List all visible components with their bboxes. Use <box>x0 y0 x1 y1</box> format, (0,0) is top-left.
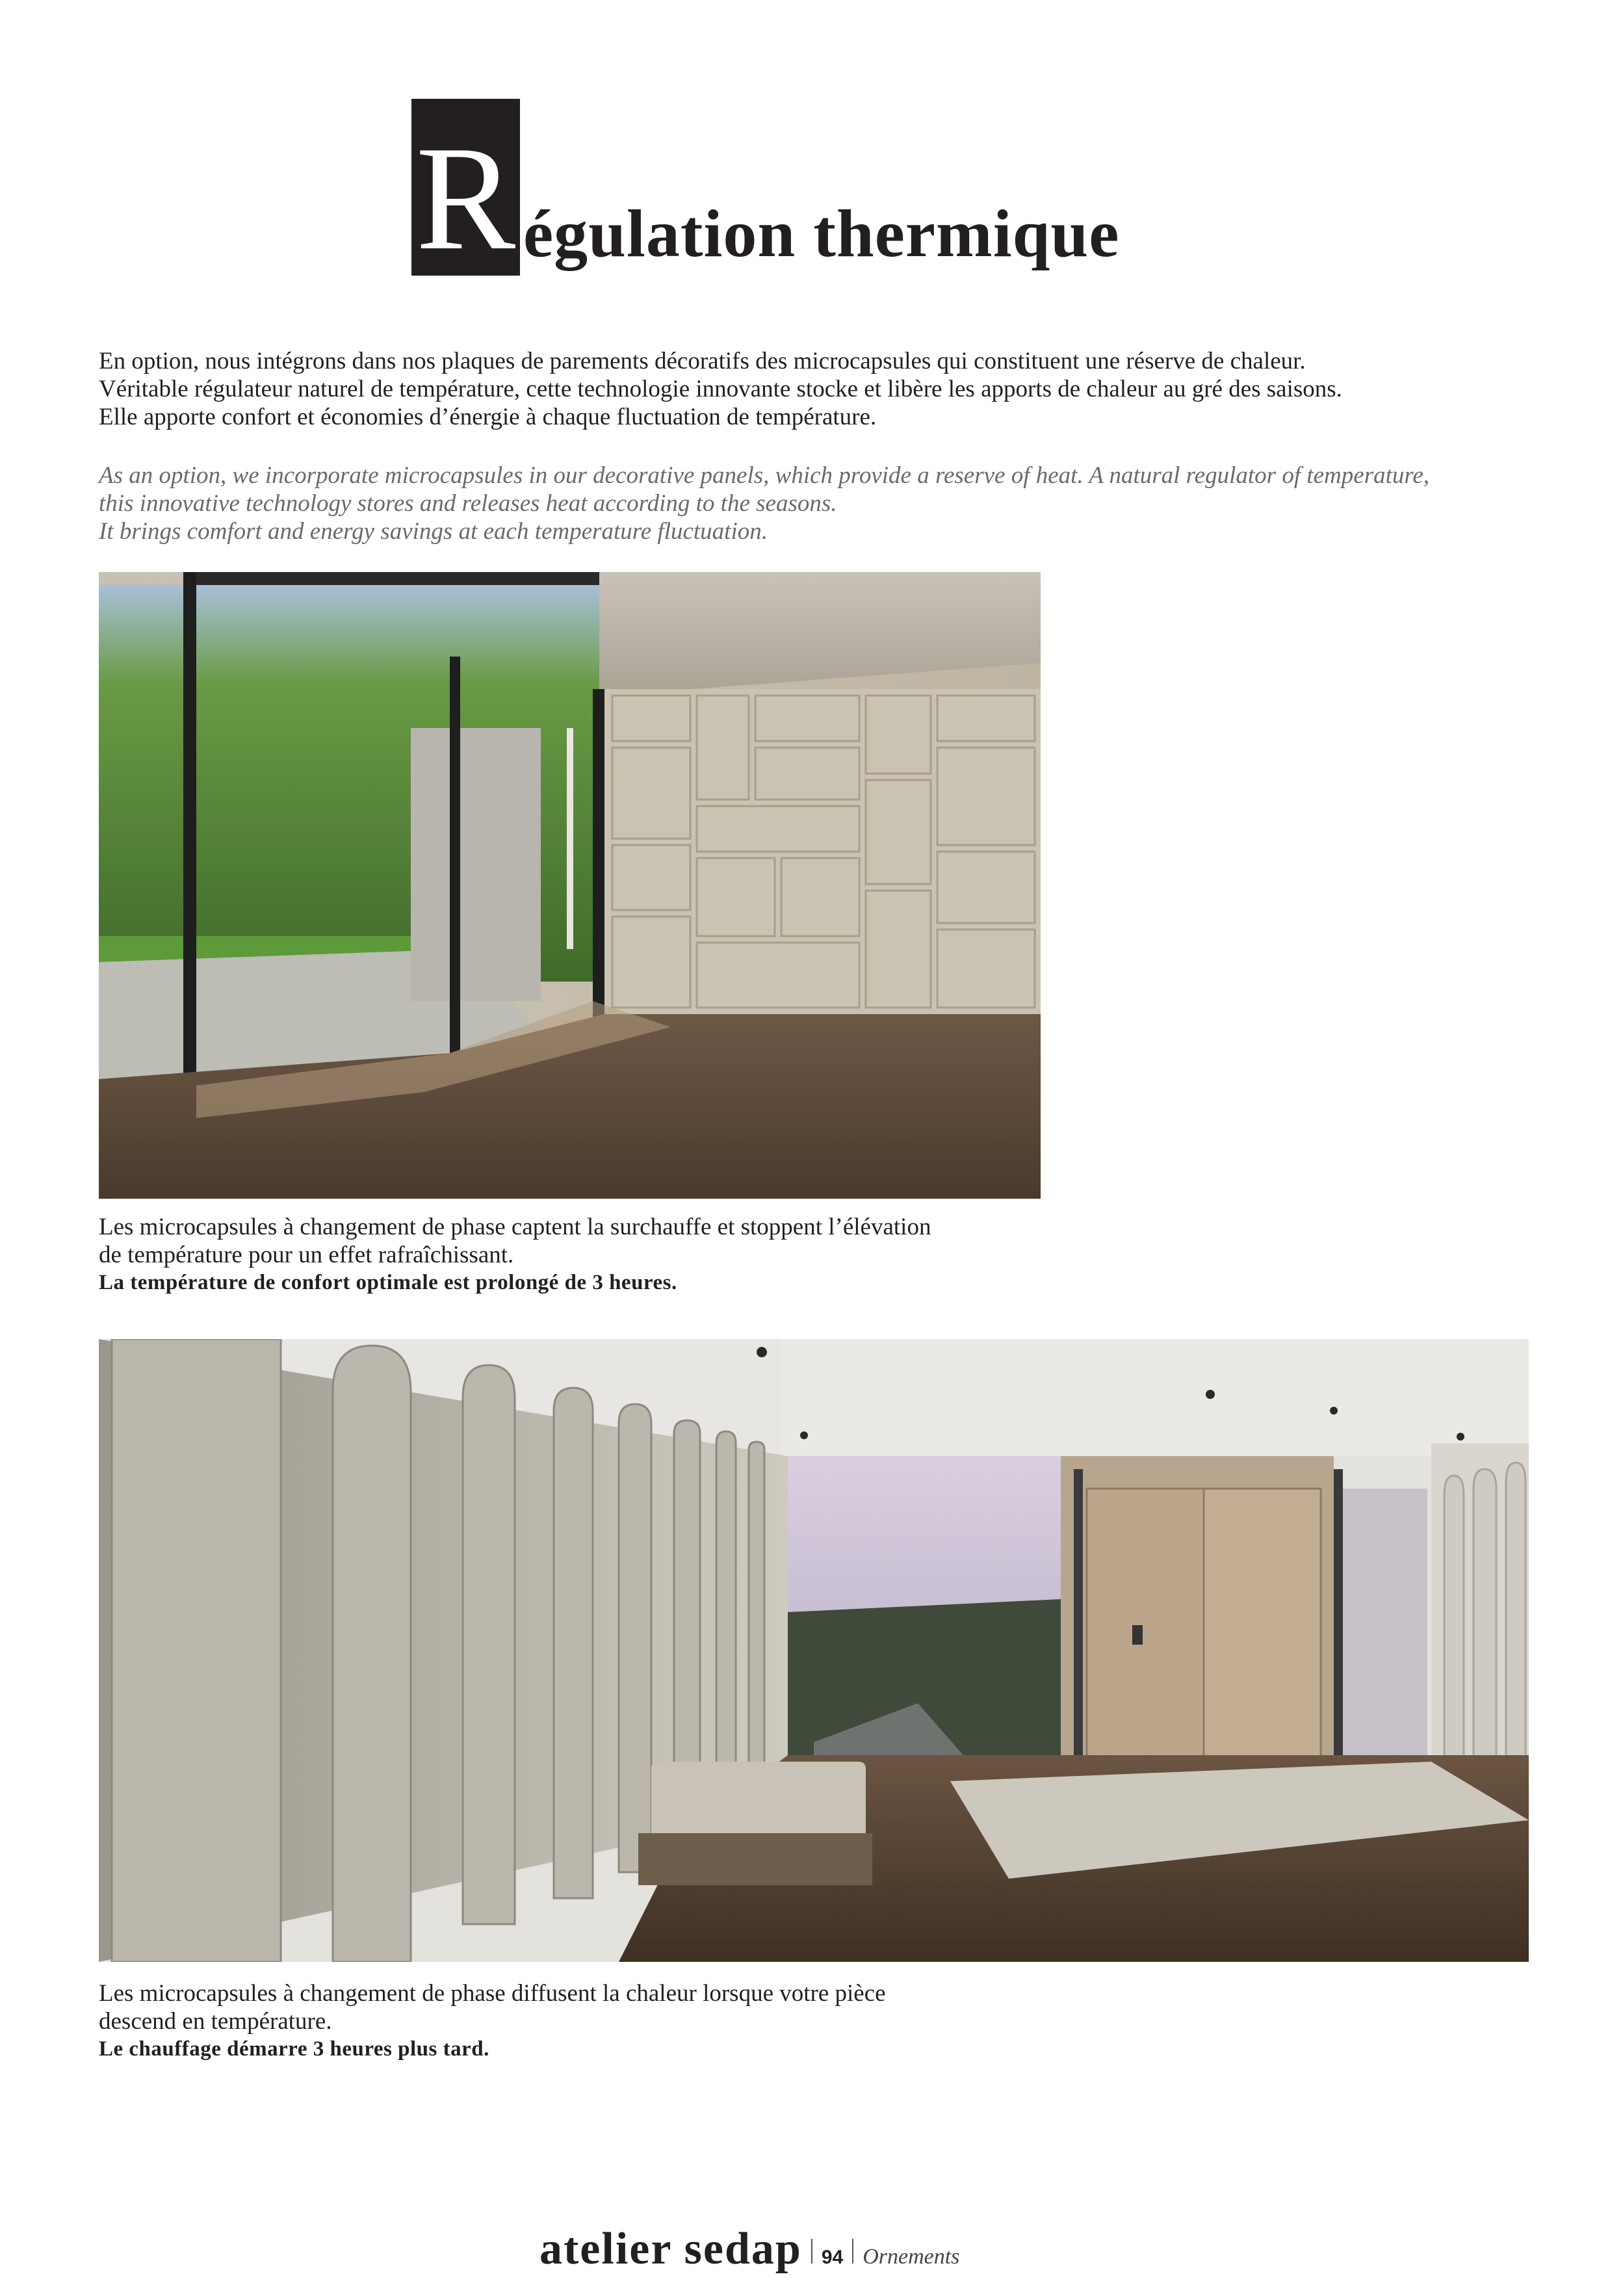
title-dropcap: R <box>411 99 520 276</box>
title-text: égulation thermique <box>523 196 1120 271</box>
intro-english <box>99 462 1535 545</box>
page-footer <box>539 2223 959 2275</box>
section-name: Ornements <box>863 2245 960 2269</box>
brand-name: atelier sedap <box>539 2224 802 2274</box>
footer-divider <box>811 2239 812 2263</box>
caption-2 <box>99 1979 1113 2063</box>
intro-french <box>99 347 1535 431</box>
intro-french-line: Véritable régulateur naturel de température, cette technologie innovante stocke et libère les apports de chaleur au gré des saisons. <box>99 376 1342 402</box>
intro-french-line: Elle apporte confort et économies d’énergie à chaque fluctuation de température. <box>99 404 877 430</box>
intro-french-line: En option, nous intégrons dans nos plaques de parements décoratifs des microcapsules qui constituent une réserve de chaleur. <box>99 348 1306 374</box>
caption-2-line: Les microcapsules à changement de phase diffusent la chaleur lorsque votre pièce <box>99 1980 886 2007</box>
photo-room-glass-wall <box>99 572 1041 1199</box>
footer-divider <box>852 2239 853 2263</box>
caption-2-bold: Le chauffage démarre 3 heures plus tard. <box>99 2037 489 2061</box>
caption-1 <box>99 1213 1113 1297</box>
caption-1-line: Les microcapsules à changement de phase captent la surchauffe et stoppent l’élévation <box>99 1214 931 1240</box>
caption-1-bold: La température de confort optimale est prolongé de 3 heures. <box>99 1271 677 1294</box>
intro-english-line: It brings comfort and energy savings at each temperature fluctuation. <box>99 518 768 545</box>
intro-english-line: this innovative technology stores and releases heat according to the seasons. <box>99 490 837 517</box>
page-number: 94 <box>821 2247 844 2268</box>
caption-1-line: de température pour un effet rafraîchissant. <box>99 1242 514 1268</box>
intro-english-line: As an option, we incorporate microcapsules in our decorative panels, which provide a reserve of heat. A natural regulator of temperature, <box>99 462 1430 489</box>
caption-2-line: descend en température. <box>99 2008 332 2035</box>
photo-hallway-arched-panels <box>99 1339 1529 1962</box>
